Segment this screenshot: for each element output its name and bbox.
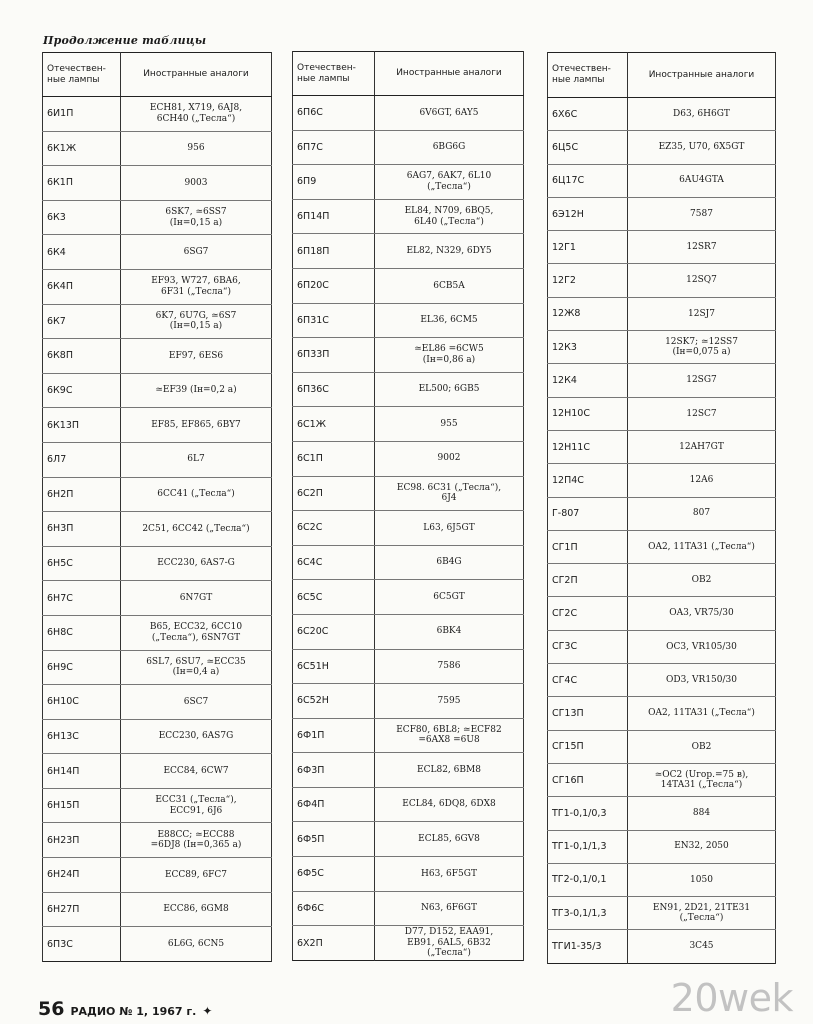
domestic-lamp-cell: 6Ф3П [293, 753, 375, 788]
table-row [293, 234, 524, 269]
foreign-analog-cell: EL36, 6CM5 [375, 303, 524, 338]
domestic-lamp-cell: 12Ж8 [548, 297, 628, 330]
domestic-lamp-cell: 6Х2П [293, 926, 375, 961]
foreign-analog-cell: 2C51, 6CC42 („Тесла“) [121, 512, 272, 547]
domestic-lamp-cell: 6Ф1П [293, 718, 375, 753]
table-row [293, 580, 524, 615]
domestic-lamp-cell: 6П6С [293, 96, 375, 131]
foreign-analog-cell: 6SL7, 6SU7, ≃ECC35 (Iн=0,4 а) [121, 650, 272, 685]
domestic-lamp-cell: 6Н2П [43, 477, 121, 512]
domestic-lamp-cell: 6С52Н [293, 684, 375, 719]
domestic-lamp-cell: СГ4С [548, 664, 628, 697]
foreign-analog-cell: EN32, 2050 [628, 830, 776, 863]
foreign-analog-cell: EC98. 6C31 („Тесла“), 6J4 [375, 476, 524, 511]
domestic-lamp-cell: 6Ф4П [293, 787, 375, 822]
domestic-lamp-cell: 12Н10С [548, 397, 628, 430]
foreign-analog-cell: OD3, VR150/30 [628, 664, 776, 697]
table-row [43, 858, 272, 893]
domestic-lamp-cell: 6Н15П [43, 788, 121, 823]
foreign-analog-cell: ECH81, X719, 6AJ8, 6CH40 („Тесла“) [121, 97, 272, 132]
domestic-lamp-cell: 6Э12Н [548, 197, 628, 230]
lamp-table-3 [547, 52, 776, 964]
foreign-analog-cell: 6BG6G [375, 130, 524, 165]
domestic-lamp-cell: 6П7С [293, 130, 375, 165]
domestic-lamp-cell: ТГИ1-35/3 [548, 930, 628, 963]
table-row [293, 787, 524, 822]
table-row [548, 564, 776, 597]
foreign-analog-cell: 6C5GT [375, 580, 524, 615]
domestic-lamp-cell: 6К3 [43, 200, 121, 235]
table-row [548, 664, 776, 697]
domestic-lamp-cell: 6К4П [43, 269, 121, 304]
foreign-analog-cell: EL84, N709, 6BQ5, 6L40 („Тесла“) [375, 199, 524, 234]
domestic-lamp-cell: 6П31С [293, 303, 375, 338]
table-row [43, 512, 272, 547]
domestic-lamp-cell: 6К13П [43, 408, 121, 443]
domestic-lamp-cell: 6С1П [293, 441, 375, 476]
foreign-analog-cell: 6N7GT [121, 581, 272, 616]
page-number: 56 [38, 998, 65, 1020]
table-row [293, 268, 524, 303]
foreign-analog-cell: EZ35, U70, 6X5GT [628, 131, 776, 164]
table-row [43, 373, 272, 408]
domestic-lamp-cell: 12К4 [548, 364, 628, 397]
foreign-analog-cell: 6L6G, 6CN5 [121, 927, 272, 962]
foreign-analog-cell: ECC230, 6AS7-G [121, 546, 272, 581]
foreign-analog-cell: 6AU4GTA [628, 164, 776, 197]
foreign-analog-cell: ECC230, 6AS7G [121, 719, 272, 754]
table-row [293, 614, 524, 649]
domestic-lamp-cell: 6К9С [43, 373, 121, 408]
lamp-table-1 [42, 52, 272, 962]
foreign-analog-cell: ECC31 („Тесла“), ECC91, 6J6 [121, 788, 272, 823]
table-row [548, 630, 776, 663]
domestic-lamp-cell: 6Н14П [43, 754, 121, 789]
foreign-analog-cell: 6SC7 [121, 685, 272, 720]
table-row [548, 797, 776, 830]
foreign-analog-cell: OC3, VR105/30 [628, 630, 776, 663]
foreign-analog-cell: EF97, 6ES6 [121, 339, 272, 374]
table-row [43, 823, 272, 858]
table-row [43, 269, 272, 304]
foreign-analog-cell: L63, 6J5GT [375, 511, 524, 546]
foreign-analog-cell: EL500; 6GB5 [375, 372, 524, 407]
foreign-analog-cell: 9002 [375, 441, 524, 476]
magazine-issue: РАДИО № 1, 1967 г. [70, 1005, 197, 1018]
table-row [43, 166, 272, 201]
foreign-analog-cell: 12SK7; ≃12SS7 (Iн=0,075 а) [628, 331, 776, 364]
domestic-lamp-cell: СГ2С [548, 597, 628, 630]
foreign-analog-cell: OB2 [628, 730, 776, 763]
foreign-analog-cell: 12SQ7 [628, 264, 776, 297]
table-row [293, 822, 524, 857]
domestic-lamp-cell: СГ13П [548, 697, 628, 730]
table-row [293, 753, 524, 788]
table-row [548, 697, 776, 730]
table-row [548, 597, 776, 630]
foreign-analog-cell: 12SG7 [628, 364, 776, 397]
foreign-analog-cell: 12SJ7 [628, 297, 776, 330]
table-row [548, 763, 776, 796]
domestic-lamp-cell: 6Н8С [43, 615, 121, 650]
table-row [43, 788, 272, 823]
foreign-analog-cell: 6SK7, ≃6SS7 (Iн=0,15 а) [121, 200, 272, 235]
foreign-analog-cell: 7586 [375, 649, 524, 684]
foreign-analog-cell: 12A6 [628, 464, 776, 497]
domestic-lamp-cell: ТГ1-0,1/0,3 [548, 797, 628, 830]
domestic-lamp-cell: 6С51Н [293, 649, 375, 684]
domestic-lamp-cell: 6Л7 [43, 442, 121, 477]
table-row [43, 581, 272, 616]
foreign-analog-cell: 7595 [375, 684, 524, 719]
table-row [43, 442, 272, 477]
domestic-lamp-cell: 6Н10С [43, 685, 121, 720]
table-row [43, 304, 272, 339]
domestic-lamp-cell: 12П4С [548, 464, 628, 497]
table-row [293, 545, 524, 580]
domestic-lamp-cell: 6Ф5П [293, 822, 375, 857]
foreign-analog-cell: ≃EF39 (Iн=0,2 а) [121, 373, 272, 408]
foreign-analog-cell: ≃OC2 (Uгор.=75 в), 14TA31 („Тесла“) [628, 763, 776, 796]
table-row [293, 511, 524, 546]
domestic-lamp-cell: СГ15П [548, 730, 628, 763]
diamond-icon: ✦ [202, 1004, 213, 1018]
domestic-lamp-cell: 6П36С [293, 372, 375, 407]
table-row [293, 441, 524, 476]
lamp-table-2 [292, 51, 524, 961]
table-row [293, 684, 524, 719]
domestic-lamp-cell: 6Ф6С [293, 891, 375, 926]
domestic-lamp-cell: 12К3 [548, 331, 628, 364]
table-row [548, 231, 776, 264]
column-header-foreign: Иностранные аналоги [628, 53, 776, 98]
foreign-analog-cell: EF85, EF865, 6BY7 [121, 408, 272, 443]
table-row [293, 338, 524, 373]
foreign-analog-cell: ECL85, 6GV8 [375, 822, 524, 857]
foreign-analog-cell: 6CB5A [375, 268, 524, 303]
domestic-lamp-cell: 6С2С [293, 511, 375, 546]
domestic-lamp-cell: 6К8П [43, 339, 121, 374]
table-row [43, 719, 272, 754]
foreign-analog-cell: 955 [375, 407, 524, 442]
domestic-lamp-cell: 6П18П [293, 234, 375, 269]
table-row [293, 857, 524, 892]
foreign-analog-cell: B65, ECC32, 6CC10 („Тесла“), 6SN7GT [121, 615, 272, 650]
domestic-lamp-cell: 6С2П [293, 476, 375, 511]
domestic-lamp-cell: 6Ф5С [293, 857, 375, 892]
table-row [548, 930, 776, 963]
domestic-lamp-cell: 6П3С [43, 927, 121, 962]
table-row [548, 297, 776, 330]
table-row [548, 331, 776, 364]
foreign-analog-cell: N63, 6F6GT [375, 891, 524, 926]
table-row [548, 98, 776, 131]
table-row [43, 131, 272, 166]
domestic-lamp-cell: 6Н5С [43, 546, 121, 581]
table-row [548, 730, 776, 763]
domestic-lamp-cell: 6И1П [43, 97, 121, 132]
domestic-lamp-cell: Г-807 [548, 497, 628, 530]
column-header-domestic: Отечествен- ные лампы [548, 53, 628, 98]
domestic-lamp-cell: 12Г1 [548, 231, 628, 264]
foreign-analog-cell: 6V6GT, 6AY5 [375, 96, 524, 131]
domestic-lamp-cell: СГ1П [548, 530, 628, 563]
domestic-lamp-cell: 6Ц5С [548, 131, 628, 164]
foreign-analog-cell: EN91, 2D21, 21TE31 („Тесла“) [628, 897, 776, 930]
table-row [548, 430, 776, 463]
foreign-analog-cell: 12SC7 [628, 397, 776, 430]
domestic-lamp-cell: 6Н23П [43, 823, 121, 858]
table-row [43, 477, 272, 512]
domestic-lamp-cell: 6П9 [293, 165, 375, 200]
foreign-analog-cell: OB2 [628, 564, 776, 597]
table-row [43, 235, 272, 270]
domestic-lamp-cell: 6Н9С [43, 650, 121, 685]
table-row [43, 685, 272, 720]
domestic-lamp-cell: 6П33П [293, 338, 375, 373]
domestic-lamp-cell: 6Н13С [43, 719, 121, 754]
foreign-analog-cell: ECL82, 6BM8 [375, 753, 524, 788]
column-header-domestic: Отечествен- ные лампы [293, 52, 375, 96]
foreign-analog-cell: 6CC41 („Тесла“) [121, 477, 272, 512]
domestic-lamp-cell: СГ3С [548, 630, 628, 663]
table-row [293, 926, 524, 961]
foreign-analog-cell: ECC86, 6GM8 [121, 892, 272, 927]
domestic-lamp-cell: 6Н27П [43, 892, 121, 927]
domestic-lamp-cell: ТГ3-0,1/1,3 [548, 897, 628, 930]
table-row [43, 339, 272, 374]
domestic-lamp-cell: 6К7 [43, 304, 121, 339]
domestic-lamp-cell: 12Г2 [548, 264, 628, 297]
table-row [293, 165, 524, 200]
foreign-analog-cell: ECC84, 6CW7 [121, 754, 272, 789]
domestic-lamp-cell: 6С4С [293, 545, 375, 580]
table-row [43, 546, 272, 581]
foreign-analog-cell: 3C45 [628, 930, 776, 963]
table-row [548, 131, 776, 164]
domestic-lamp-cell: 6Н7С [43, 581, 121, 616]
domestic-lamp-cell: 6К1П [43, 166, 121, 201]
domestic-lamp-cell: 6П14П [293, 199, 375, 234]
table-row [43, 754, 272, 789]
domestic-lamp-cell: ТГ2-0,1/0,1 [548, 863, 628, 896]
table-row [548, 497, 776, 530]
foreign-analog-cell: D77, D152, EAA91, EB91, 6AL5, 6B32 („Тесла“) [375, 926, 524, 961]
foreign-analog-cell: 884 [628, 797, 776, 830]
table-row [548, 897, 776, 930]
table-row [548, 464, 776, 497]
foreign-analog-cell: 6SG7 [121, 235, 272, 270]
foreign-analog-cell: EF93, W727, 6BA6, 6F31 („Тесла“) [121, 269, 272, 304]
table-row [548, 264, 776, 297]
domestic-lamp-cell: 6К4 [43, 235, 121, 270]
foreign-analog-cell: H63, 6F5GT [375, 857, 524, 892]
table-row [293, 649, 524, 684]
table-row [43, 892, 272, 927]
foreign-analog-cell: 6B4G [375, 545, 524, 580]
table-continuation-caption: Продолжение таблицы [43, 34, 207, 47]
foreign-analog-cell: 7587 [628, 197, 776, 230]
table-row [548, 830, 776, 863]
domestic-lamp-cell: 6Х6С [548, 98, 628, 131]
foreign-analog-cell: 6K7, 6U7G, ≃6S7 (Iн=0,15 а) [121, 304, 272, 339]
column-header-foreign: Иностранные аналоги [121, 53, 272, 97]
foreign-analog-cell: 6BK4 [375, 614, 524, 649]
domestic-lamp-cell: 6Н3П [43, 512, 121, 547]
table-row [548, 197, 776, 230]
foreign-analog-cell: OA2, 11TA31 („Тесла“) [628, 530, 776, 563]
foreign-analog-cell: ECL84, 6DQ8, 6DX8 [375, 787, 524, 822]
domestic-lamp-cell: 12Н11С [548, 430, 628, 463]
table-row [43, 927, 272, 962]
table-row [293, 199, 524, 234]
table-row [548, 863, 776, 896]
foreign-analog-cell: D63, 6H6GT [628, 98, 776, 131]
foreign-analog-cell: EL82, N329, 6DY5 [375, 234, 524, 269]
table-row [293, 718, 524, 753]
table-row [293, 407, 524, 442]
table-row [43, 200, 272, 235]
table-row [293, 372, 524, 407]
table-row [548, 397, 776, 430]
table-row [548, 364, 776, 397]
domestic-lamp-cell: 6П20С [293, 268, 375, 303]
foreign-analog-cell: 6L7 [121, 442, 272, 477]
watermark: 20wek [670, 976, 793, 1020]
table-row [293, 476, 524, 511]
table-row [43, 650, 272, 685]
foreign-analog-cell: OA2, 11TA31 („Тесла“) [628, 697, 776, 730]
domestic-lamp-cell: СГ2П [548, 564, 628, 597]
domestic-lamp-cell: 6С1Ж [293, 407, 375, 442]
foreign-analog-cell: 807 [628, 497, 776, 530]
domestic-lamp-cell: 6С5С [293, 580, 375, 615]
foreign-analog-cell: 12SR7 [628, 231, 776, 264]
table-row [548, 530, 776, 563]
table-row [293, 303, 524, 338]
domestic-lamp-cell: 6Ц17С [548, 164, 628, 197]
domestic-lamp-cell: ТГ1-0,1/1,3 [548, 830, 628, 863]
domestic-lamp-cell: 6С20С [293, 614, 375, 649]
table-row [293, 130, 524, 165]
column-header-domestic: Отечествен- ные лампы [43, 53, 121, 97]
column-header-foreign: Иностранные аналоги [375, 52, 524, 96]
foreign-analog-cell: 12AH7GT [628, 430, 776, 463]
foreign-analog-cell: ≃EL86 =6CW5 (Iн=0,86 а) [375, 338, 524, 373]
page-footer [38, 998, 212, 1020]
table-row [548, 164, 776, 197]
table-row [293, 96, 524, 131]
table-row [43, 615, 272, 650]
table-row [43, 97, 272, 132]
foreign-analog-cell: 9003 [121, 166, 272, 201]
foreign-analog-cell: ECF80, 6BL8; ≃ECF82 =6AX8 =6U8 [375, 718, 524, 753]
domestic-lamp-cell: 6Н24П [43, 858, 121, 893]
foreign-analog-cell: OA3, VR75/30 [628, 597, 776, 630]
foreign-analog-cell: 1050 [628, 863, 776, 896]
foreign-analog-cell: ECC89, 6FC7 [121, 858, 272, 893]
table-row [293, 891, 524, 926]
foreign-analog-cell: E88CC; ≃ECC88 =6DJ8 (Iн=0,365 а) [121, 823, 272, 858]
foreign-analog-cell: 6AG7, 6AK7, 6L10 („Тесла“) [375, 165, 524, 200]
foreign-analog-cell: 956 [121, 131, 272, 166]
table-row [43, 408, 272, 443]
domestic-lamp-cell: СГ16П [548, 763, 628, 796]
domestic-lamp-cell: 6К1Ж [43, 131, 121, 166]
